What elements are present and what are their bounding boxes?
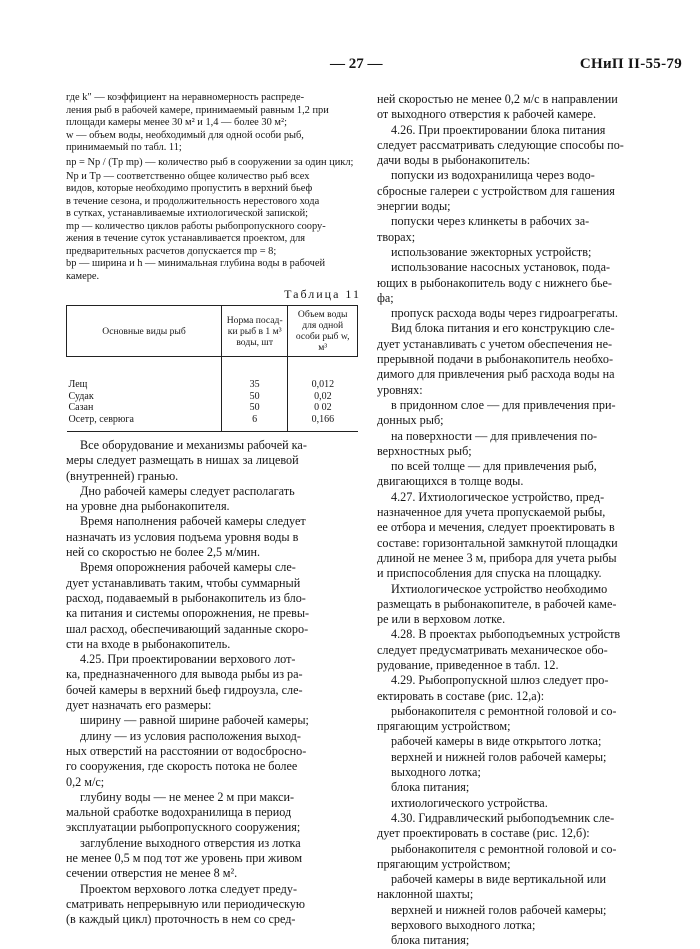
section-heading-line: 4.28. В проектах рыбоподъемных устройств	[391, 627, 621, 642]
table-cell: 0,166	[288, 414, 358, 432]
text-line: верхового выходного лотка;	[391, 918, 536, 933]
text-line: энергии воды;	[377, 199, 451, 214]
table-header-cell: Норма посад-ки рыб в 1 м³ воды, шт	[222, 306, 288, 357]
text-line: составе: горизонтальной замкнутой площадки	[377, 535, 618, 550]
text-line: сечении отверстия не менее 8 м².	[66, 866, 238, 881]
text-line: Время опорожнения рабочей камеры сле-	[80, 560, 296, 575]
table-cell: 35	[222, 357, 288, 391]
text-line: донных рыб;	[377, 413, 444, 428]
text-line: использование насосных установок, пода-	[391, 260, 611, 275]
text-line: Все оборудование и механизмы рабочей ка-	[80, 438, 307, 452]
table-cell: 50	[222, 402, 288, 414]
table-cell: 0,02	[314, 390, 332, 402]
text-line: дачи воды в рыбонакопитель:	[377, 153, 531, 168]
table-header-cell: Основные виды рыб	[67, 306, 222, 357]
text-line: шал расход, обеспечивающий заданные скоро-	[66, 621, 309, 636]
text-line: ектировать в составе (рис. 12,а):	[377, 688, 545, 703]
text-line: пропуск расхода воды через гидроагрегаты.	[391, 306, 618, 321]
text-line: следует предусматривать механическое обо-	[377, 642, 608, 657]
text-line: принимаемый по табл. 11;	[66, 142, 182, 153]
text-line: (внутренней) гранью.	[66, 468, 179, 483]
text-line: ширину — равной ширине рабочей камеры;	[80, 713, 309, 728]
text-line: бочей камеры в верхний бьеф гидроузла, сле-	[66, 682, 303, 697]
text-line: Ихтиологическое устройство необходимо	[391, 581, 608, 596]
text-line: и приспособления для спуска на площадку.	[377, 566, 602, 581]
text-line: на поверхности — для привлечения по-	[391, 428, 598, 443]
text-line: использование эжекторных устройств;	[391, 244, 592, 259]
text-line: (в каждый цикл) проточность в нем со сред-	[66, 912, 296, 927]
text-line: в сутках, устанавливаемые ихтиологической запиской;	[66, 208, 309, 219]
fish-table	[66, 305, 358, 432]
table-row	[67, 391, 358, 403]
text-line: по всей толще — для привлечения рыб,	[391, 459, 597, 474]
section-heading-line: 4.30. Гидравлический рыбоподъемник сле-	[391, 810, 615, 825]
table-header-cell: Объем воды для одной особи рыб w, м³	[288, 306, 358, 357]
text-line: ихтиологического устройства.	[391, 795, 548, 810]
text-line: длину — из условия расположения выход-	[80, 728, 301, 743]
table-cell: 0 02	[314, 402, 332, 413]
formula-line: nр = Nр / (Tр mр) — количество рыб в сооружении за один цикл;	[66, 156, 354, 168]
text-line: ющих в рыбонакопитель воду с нижнего бье-	[377, 275, 612, 290]
text-line: заглубление выходного отверстия из лотка	[80, 835, 301, 850]
text-line: видов, которые необходимо пропустить в верхний бьеф	[66, 183, 313, 194]
table-cell: 0,012	[311, 379, 335, 390]
table-cell: Осетр, севрюга	[67, 414, 222, 432]
text-line: назначенное для учета пропускаемой рыбы,	[377, 505, 606, 520]
text-line: следует рассматривать следующие способы по-	[377, 137, 624, 152]
text-line: блока питания;	[391, 780, 470, 795]
text-line: не менее 0,5 м под тот же уровень при живом	[66, 851, 303, 866]
text-line: в течение сезона, и продолжительность нерестового хода	[66, 195, 320, 207]
text-line: ее отбора и мечения, следует проектировать в	[377, 520, 615, 535]
text-line: прягающим устройством;	[377, 856, 511, 871]
text-line: ней скоростью не менее 0,2 м/с в направлении	[377, 92, 618, 106]
table-cell: Судак	[68, 390, 94, 402]
text-line: верхней и нижней голов рабочей камеры;	[391, 902, 607, 917]
document-code: СНиП II-55-79	[579, 56, 682, 72]
text-line: уровнях:	[377, 382, 423, 397]
text-line: блока питания;	[391, 933, 470, 948]
table-caption: Таблица 11	[284, 287, 361, 301]
text-line: Nр и Tр — соответственно общее количество рыб всех	[66, 170, 310, 182]
table-cell: Лещ	[68, 379, 88, 390]
table-cell: Сазан	[68, 402, 94, 413]
text-line: назначать из условия подъема уровня воды в	[66, 529, 299, 544]
right-column	[377, 92, 677, 949]
text-line: площади камеры менее 30 м² и 1,4 — более 30 м²;	[66, 117, 287, 128]
text-line: двигающихся в толще воды.	[377, 474, 524, 489]
text-line: рабочей камеры в виде открытого лотка;	[391, 734, 602, 749]
text-line: Дно рабочей камеры следует располагать	[80, 483, 295, 498]
text-line: прерывной подачи в рыбонакопитель необхо-	[377, 352, 614, 367]
page-number: — 27 —	[330, 56, 383, 72]
text-line: ка, предназначенного для вывода рыбы из ра-	[66, 667, 303, 682]
text-line: 0,2 м/с;	[66, 774, 105, 789]
section-heading-line: 4.26. При проектировании блока питания	[391, 122, 606, 137]
text-line: ней со скоростью не более 2,5 м/мин.	[66, 545, 261, 560]
text-line: предварительных расчетов допускается mр = 8;	[66, 245, 277, 257]
text-line: mр — количество циклов работы рыбопропускного соору-	[66, 220, 326, 232]
table-row	[67, 402, 358, 414]
text-line: сбросные галереи с устройством для гашения	[377, 183, 615, 198]
text-line: наклонной шахты;	[377, 887, 474, 902]
text-line: от выходного отверстия к рабочей камере.	[377, 107, 597, 122]
table-header-row	[67, 306, 358, 357]
section-heading-line: 4.29. Рыбопропускной шлюз следует про-	[391, 673, 609, 688]
section-heading-line: 4.27. Ихтиологическое устройство, пред-	[391, 489, 605, 504]
text-line: мальной сработке водохранилища в период	[66, 805, 292, 820]
text-line: дует проектировать в составе (рис. 12,б):	[377, 826, 590, 841]
table-cell: 50	[222, 391, 288, 403]
text-line: w — объем воды, необходимый для одной особи рыб,	[66, 129, 304, 141]
text-line: выходного лотка;	[391, 765, 481, 780]
table-row	[67, 414, 358, 432]
text-line: Вид блока питания и его конструкцию сле-	[391, 321, 615, 336]
text-line: дует устанавливать таким, чтобы суммарный	[66, 575, 301, 590]
text-line: прягающим устройством;	[377, 719, 511, 734]
text-line: го сооружения, где скорость потока не более	[66, 759, 298, 774]
section-heading-line: 4.25. При проектировании верхового лот-	[80, 652, 296, 667]
text-line: дует назначать его размеры:	[66, 698, 212, 713]
text-line: сматривать непрерывную или периодическую	[66, 896, 305, 911]
text-line: где k″ — коэффициент на неравномерность распреде-	[66, 92, 305, 103]
page-header	[0, 56, 700, 80]
left-column	[66, 92, 361, 928]
text-line: Проектом верхового лотка следует преду-	[80, 881, 298, 896]
text-line: bр — ширина и h — минимальная глубина воды в рабочей	[66, 258, 326, 269]
text-line: верхней и нижней голов рабочей камеры;	[391, 749, 607, 764]
text-line: жения в течение суток устанавливается проектом, для	[66, 233, 306, 244]
text-line: на уровне дна рыбонакопителя.	[66, 499, 230, 514]
text-line: расход, подаваемый в рыбонакопитель из бло-	[66, 590, 306, 605]
text-line: творах;	[377, 229, 416, 244]
text-line: Время наполнения рабочей камеры следует	[80, 514, 306, 529]
text-line: камере.	[66, 270, 100, 282]
text-line: эксплуатации рыбопропускного сооружения;	[66, 820, 301, 835]
text-line: меры следует размещать в нишах за лицевой	[66, 453, 299, 468]
text-line: рабочей камеры в виде вертикальной или	[391, 872, 607, 887]
text-line: фа;	[377, 290, 394, 305]
text-line: глубину воды — не менее 2 м при макси-	[80, 789, 295, 804]
text-line: рыбонакопителя с ремонтной головой и со-	[391, 703, 617, 718]
text-line: ре или в верховом лотке.	[377, 612, 506, 627]
text-line: в придонном слое — для привлечения при-	[391, 397, 616, 412]
table-row	[67, 357, 358, 391]
text-line: размещать в рыбонакопителе, в рабочей каме-	[377, 596, 617, 611]
text-line: димого для привлечения рыб расхода воды на	[377, 367, 615, 382]
text-line: дует устанавливать с учетом обеспечения не-	[377, 336, 613, 351]
text-line: ка питания и системы опорожнения, не превы-	[66, 606, 310, 621]
table-cell: 6	[222, 414, 288, 432]
text-line: рыбонакопителя с ремонтной головой и со-	[391, 841, 617, 856]
text-line: попуски через клинкеты в рабочих за-	[391, 214, 590, 229]
text-line: сти на входе в рыбонакопитель.	[66, 636, 231, 651]
text-line: попуски из водохранилища через водо-	[391, 168, 595, 183]
text-line: ления рыб в рабочей камере, принимаемый равным 1,2 при	[66, 104, 329, 116]
text-line: верхностных рыб;	[377, 443, 472, 458]
text-line: ных отверстий на расстоянии от водосбросно-	[66, 743, 307, 758]
text-line: рудование, приведенное в табл. 12.	[377, 657, 559, 672]
text-line: длиной не менее 3 м, прибора для учета рыбы	[377, 550, 617, 565]
